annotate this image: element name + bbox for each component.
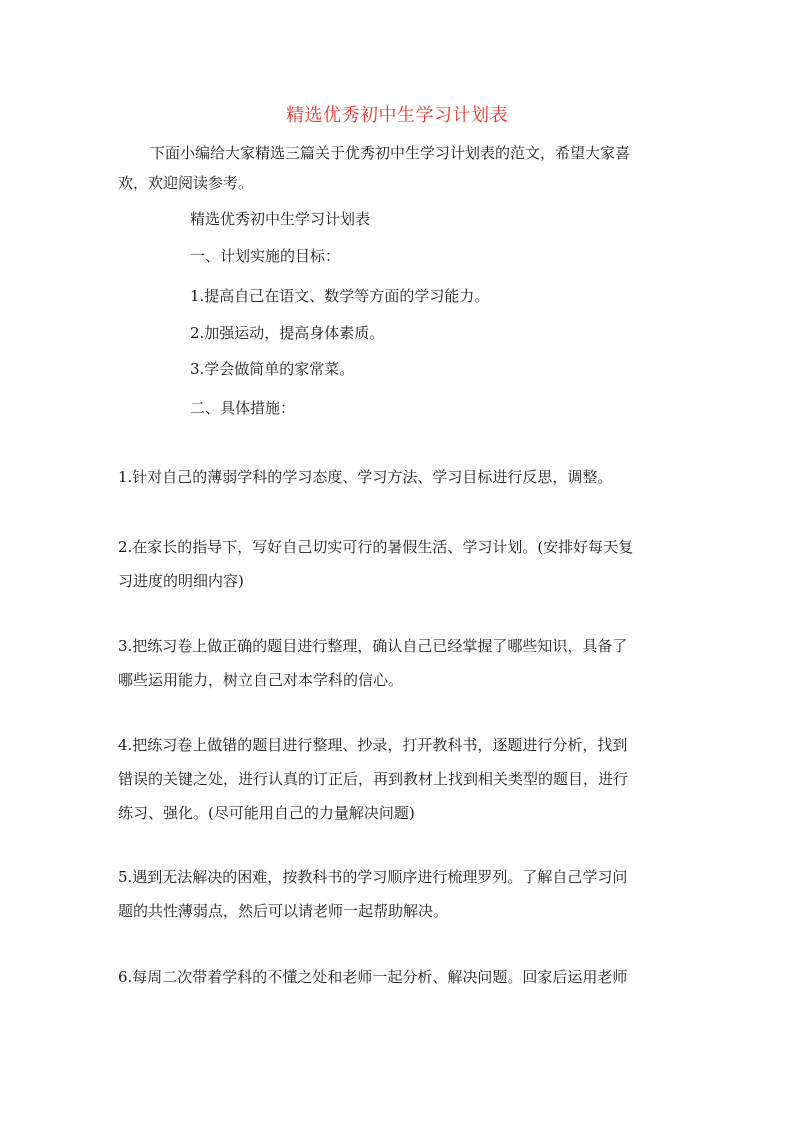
measure-line: 1.针对自己的薄弱学科的学习态度、学习方法、学习目标进行反思，调整。 — [118, 468, 613, 486]
goals-heading: 一、计划实施的目标： — [190, 247, 341, 265]
measure-line: 练习、强化。(尽可能用自己的力量解决问题) — [118, 804, 415, 822]
measure-item-2 — [118, 530, 678, 598]
measure-item-5 — [118, 860, 678, 928]
intro-line-1: 下面小编给大家精选三篇关于优秀初中生学习计划表的范文，希望大家喜 — [150, 144, 631, 162]
measure-line: 5.遇到无法解决的困难，按教科书的学习顺序进行梳理罗列。了解自己学习问 — [118, 868, 628, 886]
measure-line: 6.每周二次带着学科的不懂之处和老师一起分析、解决问题。回家后运用老师 — [118, 968, 628, 986]
measure-item-6 — [118, 960, 678, 994]
measure-item-1 — [118, 460, 678, 494]
measures-heading: 二、具体措施： — [190, 399, 296, 417]
measure-line: 3.把练习卷上做正确的题目进行整理，确认自己已经掌握了哪些知识，具备了 — [118, 637, 628, 655]
measure-line: 错误的关键之处，进行认真的订正后，再到教材上找到相关类型的题目，进行 — [118, 770, 629, 788]
goal-item: 1.提高自己在语文、数学等方面的学习能力。 — [190, 287, 490, 305]
measure-line: 习进度的明细内容) — [118, 572, 244, 590]
goal-item: 2.加强运动，提高身体素质。 — [190, 324, 385, 342]
subtitle: 精选优秀初中生学习计划表 — [190, 210, 371, 228]
goal-item: 3.学会做简单的家常菜。 — [190, 360, 355, 378]
measure-line: 哪些运用能力，树立自己对本学科的信心。 — [118, 671, 404, 689]
measure-line: 4.把练习卷上做错的题目进行整理、抄录，打开教科书，逐题进行分析，找到 — [118, 736, 628, 754]
measure-item-4 — [118, 728, 678, 830]
intro-line-2: 欢，欢迎阅读参考。 — [118, 174, 254, 192]
document-title: 精选优秀初中生学习计划表 — [286, 105, 508, 126]
measure-line: 2.在家长的指导下，写好自己切实可行的暑假生活、学习计划。(安排好每天复 — [118, 538, 634, 556]
measure-line: 题的共性薄弱点，然后可以请老师一起帮助解决。 — [118, 902, 449, 920]
measure-item-3 — [118, 629, 678, 697]
